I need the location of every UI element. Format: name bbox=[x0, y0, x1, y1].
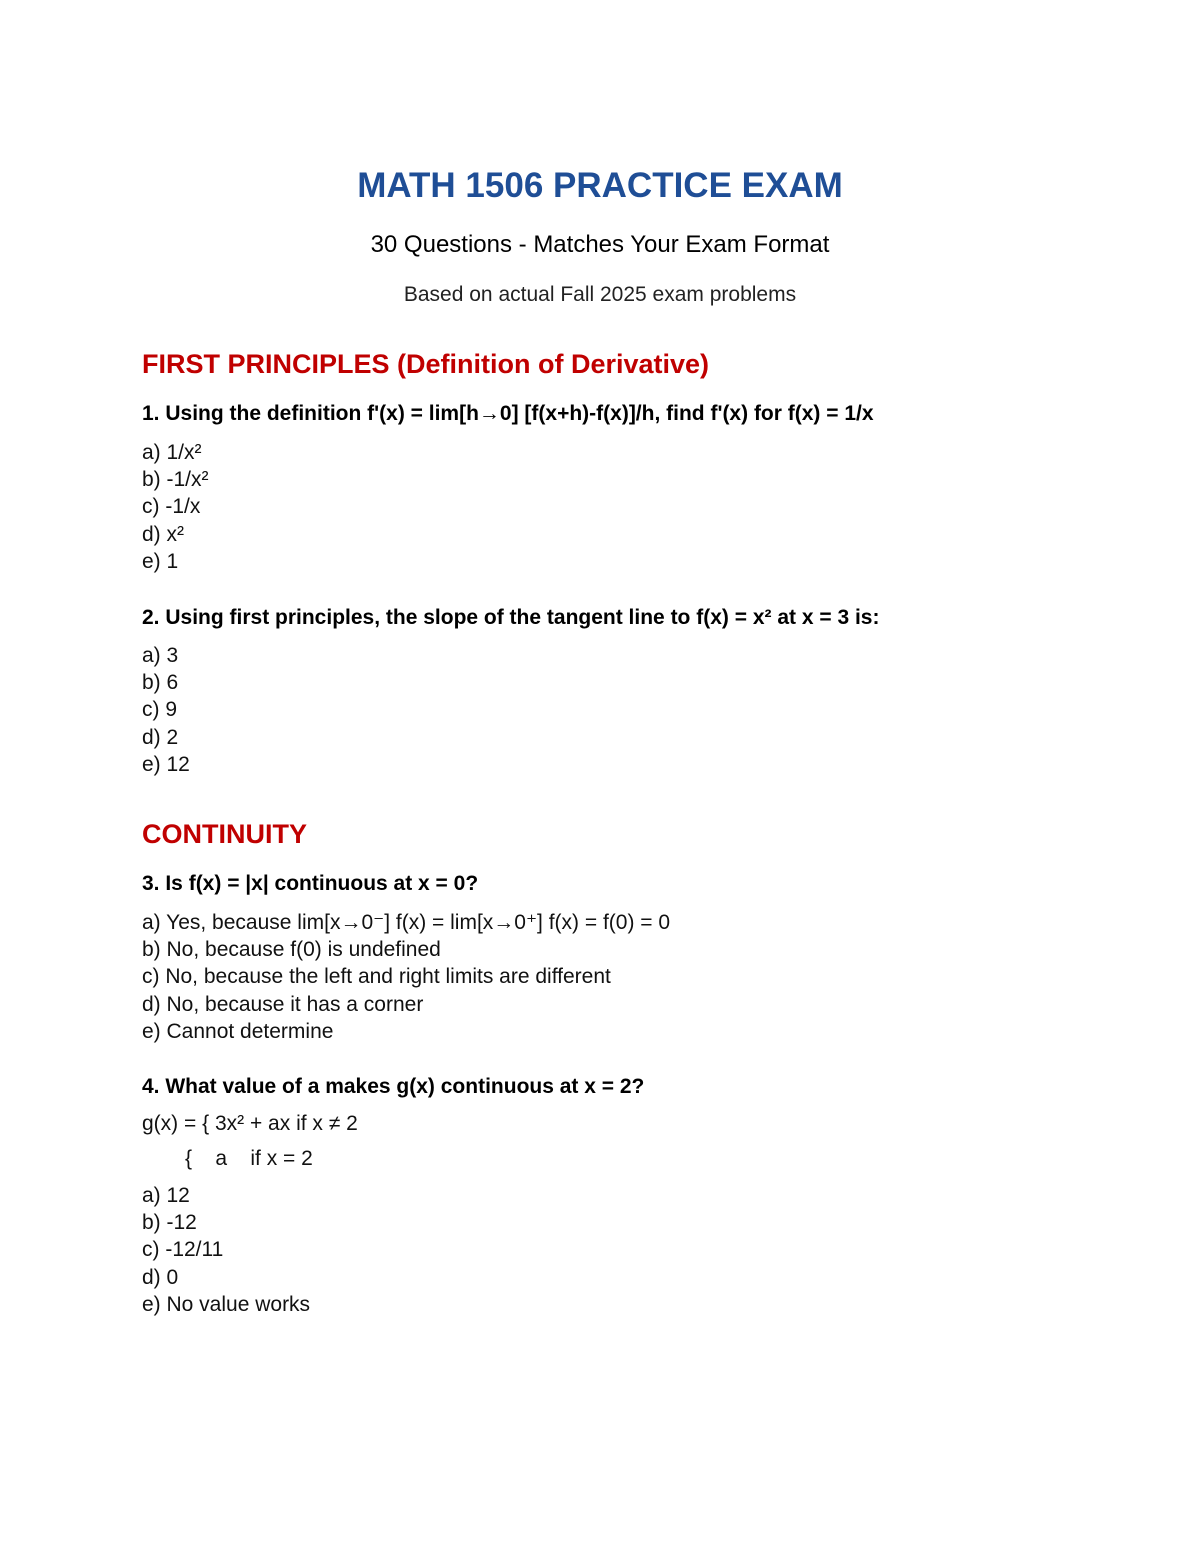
option: e) 12 bbox=[142, 752, 190, 776]
option: c) No, because the left and right limits are different bbox=[142, 965, 611, 989]
question-1: 1. Using the definition f'(x) = lim[h→0] [f(x+h)-f(x)]/h, find f'(x) for f(x) = 1/x bbox=[142, 402, 874, 425]
question-2: 2. Using first principles, the slope of the tangent line to f(x) = x² at x = 3 is: bbox=[142, 606, 880, 629]
option: d) 2 bbox=[142, 725, 179, 749]
option: a) 1/x² bbox=[142, 441, 202, 464]
option: b) No, because f(0) is undefined bbox=[142, 938, 441, 962]
exam-title: MATH 1506 PRACTICE EXAM bbox=[357, 166, 843, 205]
option: b) -12 bbox=[142, 1211, 197, 1235]
option: e) 1 bbox=[142, 549, 179, 573]
exam-subtitle: 30 Questions - Matches Your Exam Format bbox=[370, 231, 830, 258]
option: a) 3 bbox=[142, 644, 179, 667]
piecewise-line-1: g(x) = { 3x² + ax if x ≠ 2 bbox=[142, 1112, 358, 1135]
question-4-options bbox=[142, 1182, 310, 1318]
option: d) x² bbox=[142, 522, 184, 546]
section-heading-first-principles: FIRST PRINCIPLES (Definition of Derivative) bbox=[142, 349, 710, 379]
option: c) -12/11 bbox=[142, 1238, 224, 1262]
question-2-options bbox=[142, 642, 190, 778]
question-3: 3. Is f(x) = |x| continuous at x = 0? bbox=[142, 872, 479, 895]
option: a) 12 bbox=[142, 1184, 190, 1207]
option: c) -1/x bbox=[142, 495, 201, 519]
question-4: 4. What value of a makes g(x) continuous at x = 2? bbox=[142, 1075, 645, 1098]
exam-source-note: Based on actual Fall 2025 exam problems bbox=[403, 283, 797, 306]
option: b) 6 bbox=[142, 671, 179, 695]
option: d) 0 bbox=[142, 1265, 179, 1289]
option: a) Yes, because lim[x→0⁻] f(x) = lim[x→0⁺] f(x) = f(0) = 0 bbox=[142, 911, 671, 934]
option: e) No value works bbox=[142, 1292, 311, 1316]
question-3-options bbox=[142, 909, 670, 1045]
section-heading-continuity: CONTINUITY bbox=[142, 819, 307, 849]
option: d) No, because it has a corner bbox=[142, 992, 424, 1016]
option: e) Cannot determine bbox=[142, 1019, 334, 1043]
question-1-options bbox=[142, 439, 209, 575]
piecewise-line-2: { a if x = 2 bbox=[185, 1147, 313, 1170]
option: c) 9 bbox=[142, 698, 178, 722]
option: b) -1/x² bbox=[142, 468, 209, 492]
